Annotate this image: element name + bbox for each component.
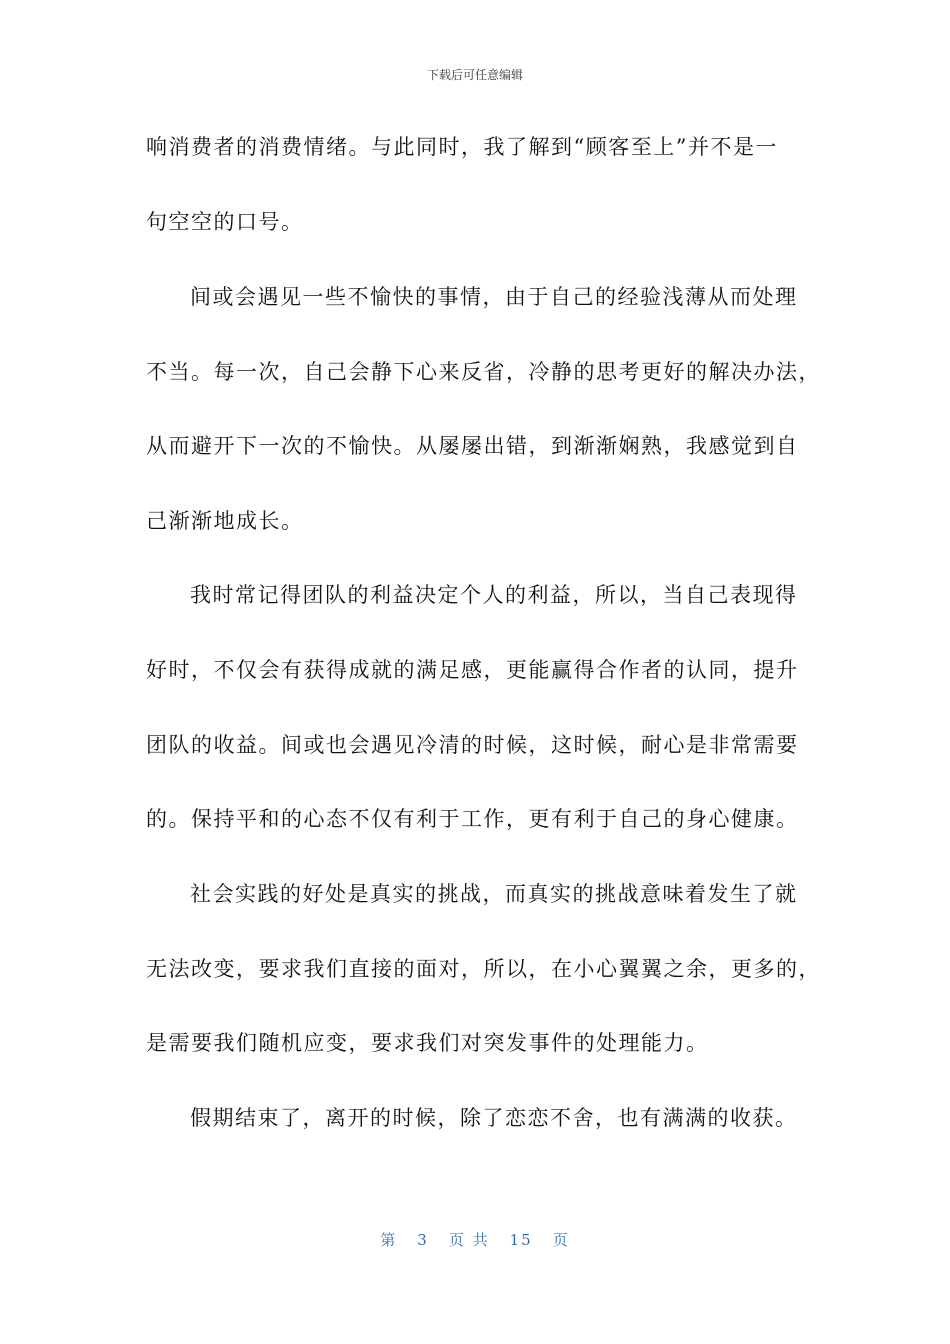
total-page-count: 15 <box>509 1231 533 1249</box>
footer-suffix: 页 <box>552 1231 570 1249</box>
text-line: 团队的收益。间或也会遇见冷清的时候，这时候，耐心是非常需要 <box>146 733 799 757</box>
text-line: 句空空的口号。 <box>146 210 304 234</box>
text-line: 响消费者的消费情绪。与此同时，我了解到“顾客至上”并不是一 <box>146 135 778 159</box>
text-line: 好时，不仅会有获得成就的满足感，更能赢得合作者的认同，提升 <box>146 658 799 682</box>
page-number-footer <box>0 1230 950 1250</box>
text-line: 是需要我们随机应变，要求我们对突发事件的处理能力。 <box>146 1031 709 1055</box>
text-line: 不当。每一次，自己会静下心来反省，冷静的思考更好的解决办法， <box>146 360 821 384</box>
text-line: 从而避开下一次的不愉快。从屡屡出错，到渐渐娴熟，我感觉到自 <box>146 434 799 458</box>
header-note: 下载后可任意编辑 <box>426 68 523 82</box>
paragraph-start-line: 间或会遇见一些不愉快的事情，由于自己的经验浅薄从而处理 <box>190 285 798 309</box>
footer-middle: 页 共 <box>448 1231 490 1249</box>
text-line: 己渐渐地成长。 <box>146 509 304 533</box>
current-page-number: 3 <box>417 1231 429 1249</box>
text-line: 无法改变，要求我们直接的面对，所以，在小心翼翼之余，更多的， <box>146 957 821 981</box>
text-line: 的。保持平和的心态不仅有利于工作，更有利于自己的身心健康。 <box>146 807 799 831</box>
footer-prefix: 第 <box>380 1231 398 1249</box>
paragraph-start-line: 社会实践的好处是真实的挑战，而真实的挑战意味着发生了就 <box>190 882 798 906</box>
paragraph-start-line: 我时常记得团队的利益决定个人的利益，所以，当自己表现得 <box>190 583 798 607</box>
paragraph-start-line: 假期结束了，离开的时候，除了恋恋不舍，也有满满的收获。 <box>190 1106 798 1130</box>
